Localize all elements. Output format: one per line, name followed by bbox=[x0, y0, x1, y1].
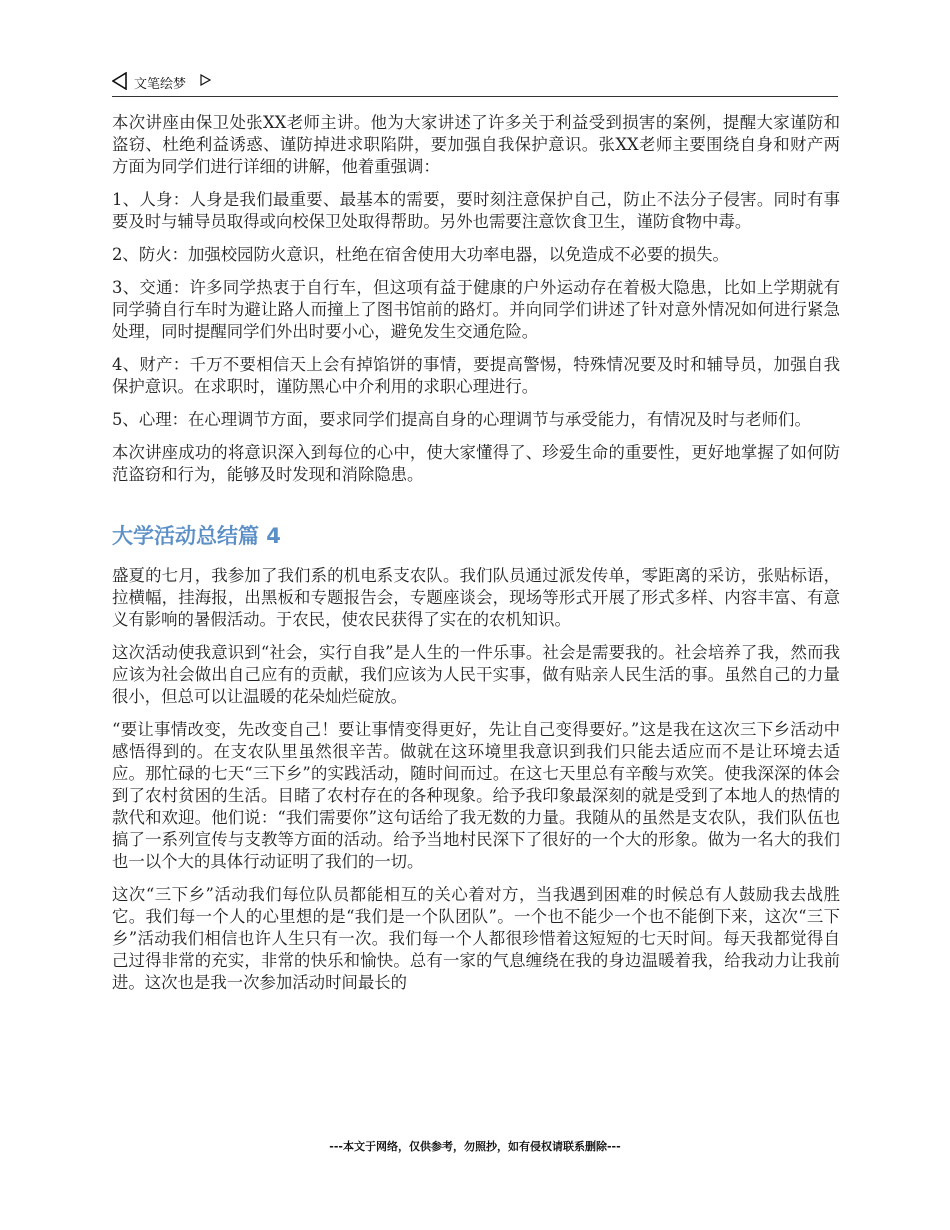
left-triangle-icon bbox=[112, 72, 128, 90]
paragraph: 这次“三下乡”活动我们每位队员都能相互的关心着对方，当我遇到困难的时候总有人鼓励我去战胜它。我们每一个人的心里想的是“我们是一个队团队”。一个也不能少一个也不能倒下来，这次“三下乡”活动我们相信也许人生只有一次。我们每一个人都很珍惜着这短短的七天时间。每天我都觉得自己过得非常的充实，非常的快乐和愉快。总有一家的气息缠绕在我的身边温暖着我，给我动力让我前进。这次也是我一次参加活动时间最长的 bbox=[112, 885, 840, 992]
document-body bbox=[112, 112, 840, 1005]
paragraph: 1、人身：人身是我们最重要、最基本的需要，要时刻注意保护自己，防止不法分子侵害。同时有事要及时与辅导员取得或向校保卫处取得帮助。另外也需要注意饮食卫生，谨防食物中毒。 bbox=[112, 190, 840, 231]
section-heading: 大学活动总结篇 4 bbox=[112, 524, 281, 548]
paragraph: 这次活动使我意识到“社会，实行自我”是人生的一件乐事。社会是需要我的。社会培养了我，然而我应该为社会做出自己应有的贡献，我们应该为人民干实事，做有贴亲人民生活的事。虽然自己的力量很小，但总可以让温暖的花朵灿烂碇放。 bbox=[112, 643, 840, 706]
paragraph: 2、防火：加强校园防火意识，杜绝在宿舍使用大功率电器，以免造成不必要的损失。 bbox=[112, 245, 729, 264]
paragraph: 本次讲座成功的将意识深入到每位的心中，使大家懂得了、珍爱生命的重要性，更好地掌握了如何防范盗窃和行为，能够及时发现和消除隐患。 bbox=[112, 443, 840, 484]
paragraph: 本次讲座由保卫处张XX老师主讲。他为大家讲述了许多关于利益受到损害的案例，提醒大家谨防和盗窃、杜绝利益诱惑、谨防掉进求职陷阱，要加强自我保护意识。张XX老师主要围绕自身和财产两方面为同学们进行详细的讲解，他着重强调： bbox=[112, 113, 840, 176]
brand-name: 文笔绘梦 bbox=[134, 77, 187, 92]
footer-disclaimer: ---本文于网络，仅供参考，勿照抄，如有侵权请联系删除--- bbox=[329, 1140, 621, 1153]
paragraph: 5、心理：在心理调节方面，要求同学们提高自身的心理调节与承受能力，有情况及时与老师们。 bbox=[112, 410, 811, 429]
page-header bbox=[112, 70, 838, 97]
paragraph: “要让事情改变，先改变自己！要让事情变得更好，先让自己变得要好。”这是我在这次三下乡活动中感悟得到的。在支农队里虽然很辛苦。做就在这环境里我意识到我们只能去适应而不是让环境去适应。那忙碌的七天“三下乡”的实践活动，随时间而过。在这七天里总有辛酸与欢笑。使我深深的体会到了农村贫困的生活。目睹了农村存在的各种现象。给予我印象最深刻的就是受到了本地人的热情的款代和欢迎。他们说：“我们需要你”这句话给了我无数的力量。我随从的虽然是支农队，我们队伍也搞了一系列宣传与支教等方面的活动。给予当地村民深下了很好的一个大的形象。做为一名大的我们也一以个大的具体行动证明了我们的一切。 bbox=[112, 720, 840, 871]
paragraph: 盛夏的七月，我参加了我们系的机电系支农队。我们队员通过派发传单，零距离的采访，张贴标语，拉横幅，挂海报，出黑板和专题报告会，专题座谈会，现场等形式开展了形式多样、内容丰富、有意义有影响的暑假活动。于农民，使农民获得了实在的农机知识。 bbox=[112, 566, 840, 629]
paragraph: 4、财产：千万不要相信天上会有掉馅饼的事情，要提高警惕，特殊情况要及时和辅导员，加强自我保护意识。在求职时，谨防黑心中介利用的求职心理进行。 bbox=[112, 355, 840, 396]
right-triangle-icon bbox=[200, 74, 211, 86]
paragraph: 3、交通：许多同学热衷于自行车，但这项有益于健康的户外运动存在着极大隐患，比如上学期就有同学骑自行车时为避让路人而撞上了图书馆前的路灯。并向同学们讲述了针对意外情况如何进行紧急处理，同时提醒同学们外出时要小心，避免发生交通危险。 bbox=[112, 278, 840, 341]
